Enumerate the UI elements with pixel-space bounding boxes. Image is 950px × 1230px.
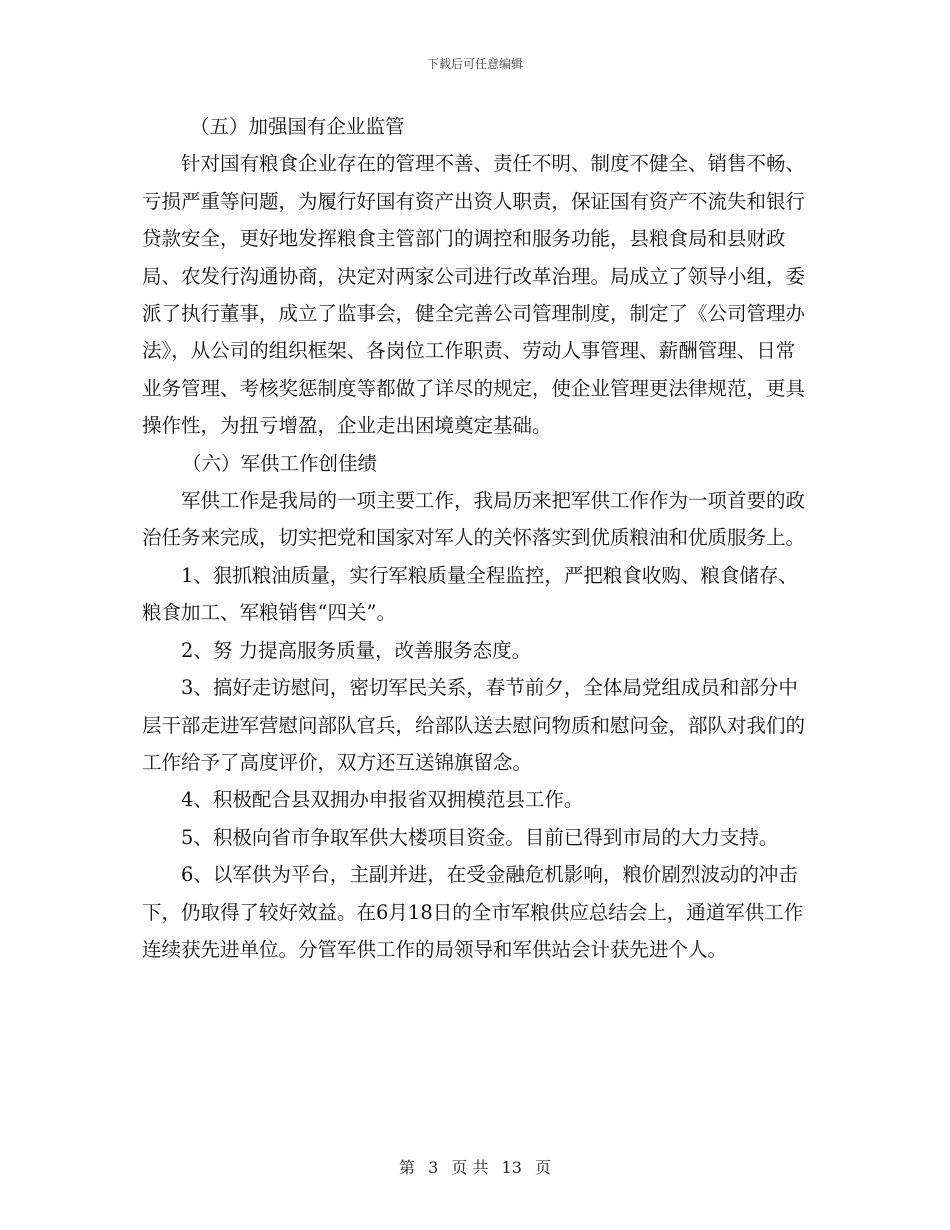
footer-suffix: 页 — [535, 1158, 552, 1177]
list-item-3: 3、搞好走访慰问，密切军民关系，春节前夕，全体局党组成员和部分中层干部走进军营慰问部队官兵，给部队送去慰问物质和慰问金，部队对我们的工作给予了高度评价，双方还互送锦旗留念。 — [142, 676, 806, 774]
section-heading-6: （六）军供工作创佳绩 — [182, 451, 378, 475]
paragraph-state-enterprise: 针对国有粮食企业存在的管理不善、责任不明、制度不健全、销售不畅、亏损严重等问题，为履行好国有资产出资人职责，保证国有资产不流失和银行贷款安全，更好地发挥粮食主管部门的调控和服务功能，县粮食局和县财政局、农发行沟通协商，决定对两家公司进行改革治理。局成立了领导小组，委派了执行董事，成立了监事会，健全完善公司管理制度，制定了《公司管理办法》，从公司的组织框架、各岗位工作职责、劳动人事管理、薪酬管理、日常业务管理、考核奖惩制度等都做了详尽的规定，使企业管理更法律规范，更具操作性，为扭亏增盈，企业走出困境奠定基础。 — [142, 152, 806, 438]
list-item-2: 2、努 力提高服务质量，改善服务态度。 — [181, 638, 532, 662]
footer-prefix: 第 — [398, 1158, 415, 1177]
paragraph-military-supply: 军供工作是我局的一项主要工作，我局历来把军供工作作为一项首要的政治任务来完成，切实把党和国家对军人的关怀落实到优质粮油和优质服务上。 — [142, 489, 806, 550]
page-footer — [0, 1155, 950, 1178]
footer-middle: 页 共 — [451, 1158, 489, 1177]
list-item-5: 5、积极向省市争取军供大楼项目资金。目前已得到市局的大力支持。 — [181, 825, 779, 849]
document-body — [142, 108, 810, 968]
page-header: 下载后可任意编辑 — [426, 57, 523, 71]
list-item-6: 6、以军供为平台，主副并进，在受金融危机影响，粮价剧烈波动的冲击下，仍取得了较好效益。在6月18日的全市军粮供应总结会上，通道军供工作连续获先进单位。分管军供工作的局领导和军供站会计获先进个人。 — [142, 863, 804, 961]
footer-total-pages: 13 — [501, 1158, 522, 1177]
section-heading-5: （五）加强国有企业监管 — [190, 115, 405, 138]
list-item-1: 1、狠抓粮油质量，实行军粮质量全程监控，严把粮食收购、粮食储存、粮食加工、军粮销售“四关”。 — [142, 563, 798, 625]
list-item-4: 4、积极配合县双拥办申报省双拥模范县工作。 — [181, 788, 584, 812]
footer-page-number: 3 — [428, 1158, 439, 1177]
